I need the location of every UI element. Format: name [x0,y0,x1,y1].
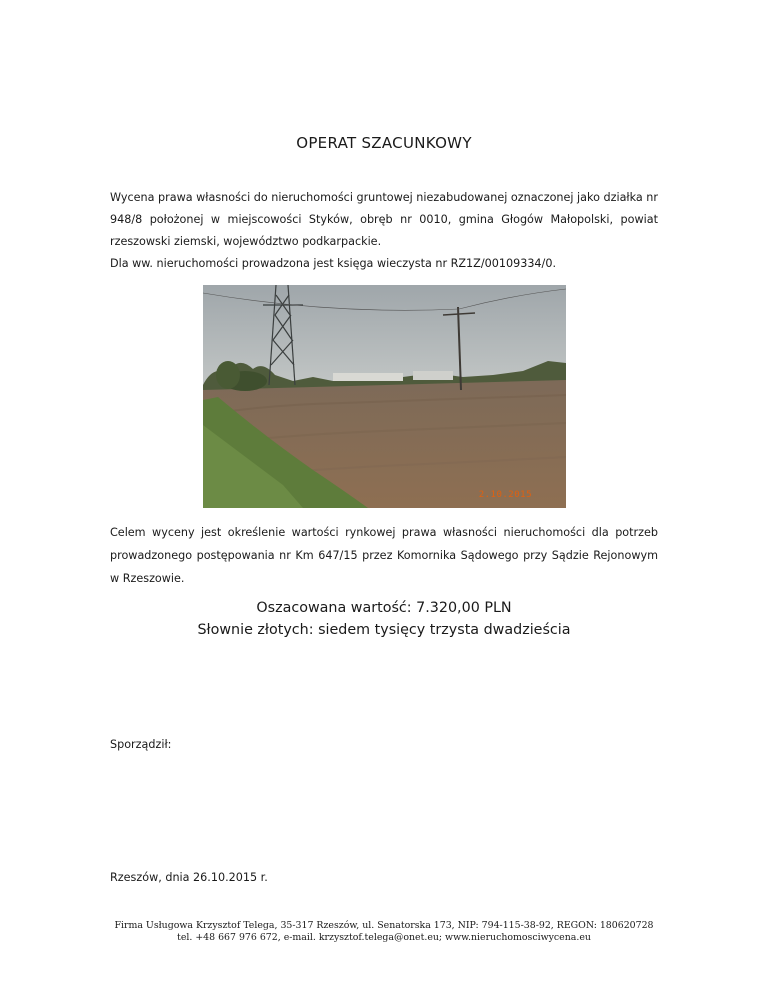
valuation-purpose: Celem wyceny jest określenie wartości rynkowej prawa własności nieruchomości dla potrzeb prowadzonego postępowania nr Km 647/15 przez Komornika Sądowego przy Sądzie Rejonowym w Rzeszowie. [110,526,658,585]
intro-section [110,187,658,275]
photo-date-stamp: 2.10.2015 [478,490,532,500]
place-and-date: Rzeszów, dnia 26.10.2015 r. [110,871,268,884]
value-in-words: Słownie złotych: siedem tysięcy trzysta dwadzieścia [197,622,571,638]
field-photo-image [203,285,566,508]
prepared-by-label: Sporządził: [110,738,172,751]
document-title: OPERAT SZACUNKOWY [296,134,472,152]
property-description: Wycena prawa własności do nieruchomości gruntowej niezabudowanej oznaczonej jako działka nr 948/8 położonej w miejscowości Styków, obręb nr 0010, gmina Głogów Małopolski, powiat rzeszowski ziemski, województwo podkarpackie. [110,191,658,248]
property-photo [203,285,566,508]
company-footer [0,920,768,944]
land-register-note: Dla ww. nieruchomości prowadzona jest księga wieczysta nr RZ1Z/00109334/0. [110,257,556,270]
footer-company-line: Firma Usługowa Krzysztof Telega, 35-317 Rzeszów, ul. Senatorska 173, NIP: 794-115-38-92, REGON: 180620728 [114,920,654,931]
valuation-summary [0,597,768,641]
estimated-value: Oszacowana wartość: 7.320,00 PLN [256,600,512,616]
footer-contact-line: tel. +48 667 976 672, e-mail. krzysztof.telega@onet.eu; www.nieruchomosciwycena.eu [177,932,591,943]
